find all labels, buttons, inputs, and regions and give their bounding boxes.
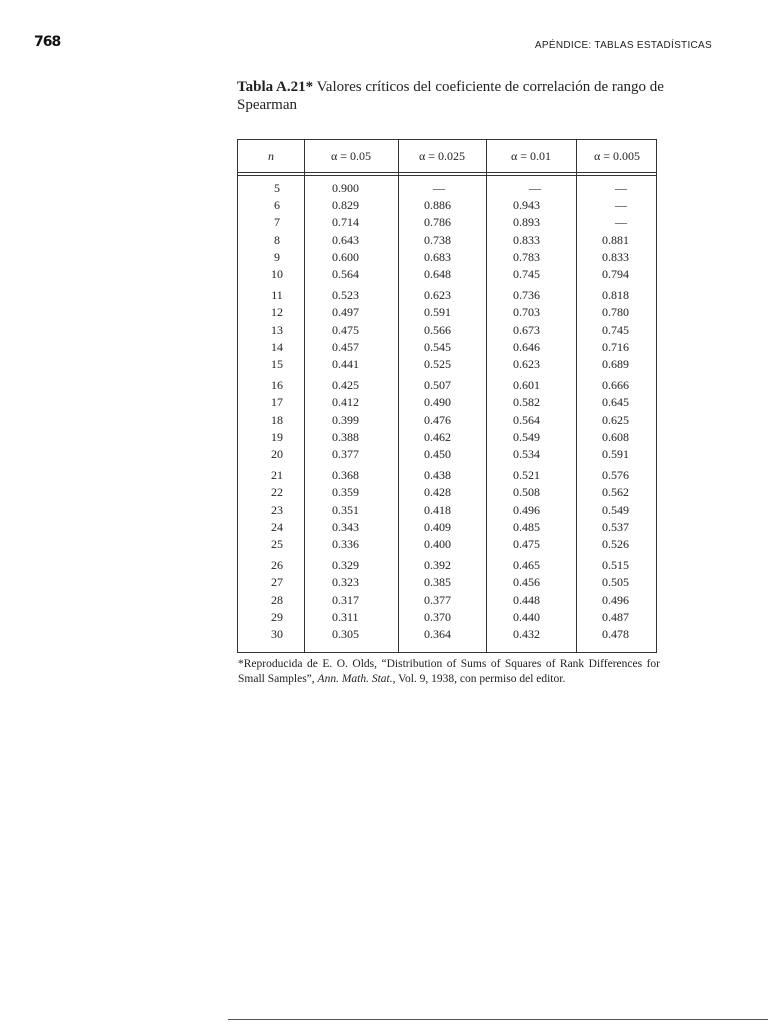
critical-value-cell: 0.368 [332,468,359,483]
table-row [238,339,656,356]
critical-value-cell: 0.608 [602,429,629,444]
row-n-cell: 11 [271,288,283,303]
critical-value-cell: 0.601 [513,378,540,393]
critical-value-cell: 0.576 [602,468,629,483]
critical-value-cell: 0.305 [332,627,359,641]
table-row [238,377,656,394]
row-n-cell: 21 [271,468,283,483]
critical-value-cell: 0.521 [513,468,540,483]
critical-value-cell: 0.549 [513,429,540,444]
critical-value-cell: 0.359 [332,485,359,500]
row-n-cell: 24 [271,519,283,534]
table-row [238,266,656,283]
table-row [238,322,656,339]
critical-value-cell: 0.515 [602,558,629,573]
critical-value-cell: 0.496 [602,592,629,607]
critical-value-cell: 0.562 [602,485,629,500]
critical-value-cell: 0.370 [424,609,451,624]
header-rule [238,172,656,173]
row-n-cell: 30 [271,627,283,641]
row-n-cell: 22 [271,485,283,500]
critical-value-cell: 0.881 [602,232,629,247]
critical-value-cell: — [433,181,445,195]
critical-value-cell: 0.336 [332,537,359,551]
table-row [238,519,656,536]
critical-value-cell: 0.351 [332,502,359,517]
critical-value-cell: 0.462 [424,429,451,444]
critical-value-cell: 0.564 [332,267,359,281]
critical-value-cell: 0.432 [513,627,540,641]
row-n-cell: 10 [271,267,283,281]
row-n-cell: 9 [274,249,280,264]
table-row [238,467,656,484]
table-row [238,446,656,463]
critical-value-cell: 0.534 [513,447,540,461]
critical-value-cell: 0.591 [602,447,629,461]
header-alpha-0025: α = 0.025 [418,149,466,163]
table-row [238,626,656,643]
critical-value-cell: 0.666 [602,378,629,393]
critical-value-cell: 0.714 [332,215,359,230]
table-row [238,429,656,446]
critical-value-cell: 0.818 [602,288,629,303]
row-n-cell: 25 [271,537,283,551]
critical-value-cell: 0.490 [424,395,451,410]
critical-value-cell: 0.475 [332,322,359,337]
footnote-text: *Reproducida de E. O. Olds, “Distribution of Sums of Squares of Rank Differences for Small Samples”, [238,658,660,685]
critical-value-cell: 0.456 [513,575,540,590]
critical-value-cell: 0.441 [332,357,359,371]
critical-value-cell: 0.623 [424,288,451,303]
table-row [238,412,656,429]
row-n-cell: 7 [274,215,280,230]
critical-value-cell: 0.418 [424,502,451,517]
critical-value-cell: 0.829 [332,198,359,213]
critical-value-cell: 0.537 [602,519,629,534]
critical-value-cell: 0.487 [602,609,629,624]
critical-value-cell: 0.476 [424,412,451,427]
critical-value-cell: 0.794 [602,267,629,281]
row-n-cell: 6 [274,198,280,213]
critical-value-cell: 0.311 [332,609,359,624]
critical-value-cell: 0.523 [332,288,359,303]
table-row [238,557,656,574]
table-row [238,502,656,519]
critical-value-cell: 0.496 [513,502,540,517]
critical-value-cell: — [615,215,627,230]
critical-value-cell: 0.716 [602,339,629,354]
critical-value-cell: 0.485 [513,519,540,534]
table-row [238,592,656,609]
critical-value-cell: 0.646 [513,339,540,354]
critical-value-cell: — [615,181,627,195]
header-alpha-005: α = 0.05 [330,149,372,163]
critical-value-cell: 0.689 [602,357,629,371]
critical-value-cell: 0.317 [332,592,359,607]
critical-value-cell: 0.507 [424,378,451,393]
critical-value-cell: 0.545 [424,339,451,354]
critical-value-cell: 0.833 [513,232,540,247]
table-row [238,180,656,197]
critical-values-table [237,139,657,653]
critical-value-cell: 0.582 [513,395,540,410]
table-row [238,304,656,321]
running-head: APÉNDICE: TABLAS ESTADÍSTICAS [534,40,712,51]
critical-value-cell: 0.525 [424,357,451,371]
critical-value-cell: 0.497 [332,305,359,320]
critical-value-cell: 0.475 [513,537,540,551]
table-row [238,249,656,266]
critical-value-cell: 0.457 [332,339,359,354]
row-n-cell: 13 [271,322,283,337]
critical-value-cell: 0.900 [332,181,359,195]
row-n-cell: 17 [271,395,283,410]
critical-value-cell: 0.364 [424,627,451,641]
table-row [238,536,656,553]
critical-value-cell: 0.377 [332,447,359,461]
critical-value-cell: 0.440 [513,609,540,624]
critical-value-cell: 0.412 [332,395,359,410]
row-n-cell: 29 [271,609,283,624]
critical-value-cell: 0.385 [424,575,451,590]
header-alpha-0005: α = 0.005 [593,149,641,163]
critical-value-cell: 0.886 [424,198,451,213]
critical-value-cell: 0.388 [332,429,359,444]
table-caption [237,78,667,114]
critical-value-cell: 0.549 [602,502,629,517]
critical-value-cell: 0.323 [332,575,359,590]
footnote-text-end: , Vol. 9, 1938, con permiso del editor. [392,673,566,685]
table-row [238,574,656,591]
critical-value-cell: 0.566 [424,322,451,337]
critical-value-cell: 0.425 [332,378,359,393]
bottom-rule [228,1019,768,1020]
critical-value-cell: 0.329 [332,558,359,573]
table-row [238,356,656,373]
row-n-cell: 18 [271,412,283,427]
critical-value-cell: 0.786 [424,215,451,230]
row-n-cell: 8 [274,232,280,247]
critical-value-cell: 0.833 [602,249,629,264]
critical-value-cell: 0.508 [513,485,540,500]
critical-value-cell: 0.428 [424,485,451,500]
critical-value-cell: 0.526 [602,537,629,551]
table-row [238,232,656,249]
row-n-cell: 28 [271,592,283,607]
critical-value-cell: 0.643 [332,232,359,247]
critical-value-cell: 0.377 [424,592,451,607]
table-row [238,287,656,304]
critical-value-cell: 0.703 [513,305,540,320]
critical-value-cell: 0.465 [513,558,540,573]
row-n-cell: 20 [271,447,283,461]
row-n-cell: 5 [274,181,280,195]
header-n: n [268,149,274,163]
critical-value-cell: 0.392 [424,558,451,573]
table-label: Tabla A.21* [237,79,314,95]
footnote [238,657,660,687]
critical-value-cell: 0.591 [424,305,451,320]
critical-value-cell: 0.745 [513,267,540,281]
table-row [238,197,656,214]
row-n-cell: 14 [271,339,283,354]
critical-value-cell: 0.600 [332,249,359,264]
critical-value-cell: 0.448 [513,592,540,607]
critical-value-cell: 0.783 [513,249,540,264]
critical-value-cell: 0.745 [602,322,629,337]
table-row [238,394,656,411]
critical-value-cell: 0.648 [424,267,451,281]
header-alpha-001: α = 0.01 [510,149,552,163]
critical-value-cell: 0.623 [513,357,540,371]
critical-value-cell: 0.736 [513,288,540,303]
row-n-cell: 26 [271,558,283,573]
row-n-cell: 15 [271,357,283,371]
row-n-cell: 23 [271,502,283,517]
critical-value-cell: 0.683 [424,249,451,264]
critical-value-cell: 0.399 [332,412,359,427]
critical-value-cell: 0.505 [602,575,629,590]
critical-value-cell: 0.438 [424,468,451,483]
table-row [238,609,656,626]
page-number: 768 [34,34,61,50]
critical-value-cell: 0.450 [424,447,451,461]
critical-value-cell: 0.400 [424,537,451,551]
critical-value-cell: 0.673 [513,322,540,337]
critical-value-cell: 0.625 [602,412,629,427]
row-n-cell: 19 [271,429,283,444]
critical-value-cell: 0.343 [332,519,359,534]
row-n-cell: 16 [271,378,283,393]
table-row [238,214,656,231]
critical-value-cell: — [529,181,541,195]
header-rule [238,175,656,176]
footnote-journal: Ann. Math. Stat. [317,673,393,685]
critical-value-cell: 0.780 [602,305,629,320]
critical-value-cell: 0.893 [513,215,540,230]
critical-value-cell: 0.738 [424,232,451,247]
table-title: Valores críticos del coeficiente de correlación de rango de Spearman [237,79,664,113]
row-n-cell: 27 [271,575,283,590]
critical-value-cell: 0.645 [602,395,629,410]
critical-value-cell: 0.478 [602,627,629,641]
critical-value-cell: 0.409 [424,519,451,534]
critical-value-cell: 0.943 [513,198,540,213]
row-n-cell: 12 [271,305,283,320]
critical-value-cell: 0.564 [513,412,540,427]
table-row [238,484,656,501]
critical-value-cell: — [615,198,627,213]
